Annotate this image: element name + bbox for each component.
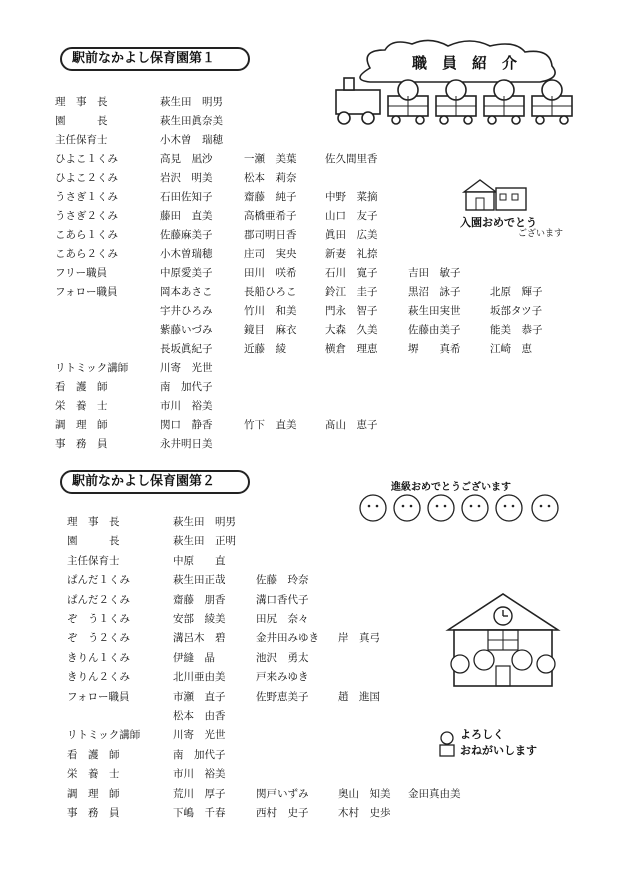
promotion-message: 進級おめでとうございます <box>391 482 511 493</box>
staff-name: 横倉 理恵 <box>325 343 378 355</box>
staff-role: フォロー職員 <box>55 286 118 298</box>
staff-name: 萩生田 明男 <box>160 96 223 108</box>
staff-role: 理 事 長 <box>67 516 120 528</box>
staff-name: 郡司明日香 <box>244 229 297 241</box>
staff-name: 溝呂木 碧 <box>173 632 226 645</box>
staff-row <box>0 378 634 396</box>
staff-row <box>0 397 634 415</box>
staff-role: フリー職員 <box>55 267 108 279</box>
staff-name: 宇井ひろみ <box>160 305 213 317</box>
yoroshiku-illustration <box>436 724 576 764</box>
staff-name: 関口 静香 <box>160 419 213 431</box>
staff-name: 高橋亜希子 <box>244 210 297 222</box>
staff-row <box>0 283 634 301</box>
staff-name: 奥山 知美 <box>338 787 391 800</box>
staff-name: 吉田 敏子 <box>408 267 461 279</box>
staff-name: 萩生田 明男 <box>173 516 236 528</box>
staff-name: 萩生田 正明 <box>173 535 236 548</box>
staff-name: 安部 綾美 <box>173 613 226 625</box>
staff-name: 金井田みゆき <box>256 632 319 645</box>
staff-name: 北川亜由美 <box>173 671 226 684</box>
staff-name: 石田佐知子 <box>160 191 213 203</box>
staff-name: 長坂眞紀子 <box>160 343 213 355</box>
staff-row <box>0 359 634 377</box>
staff-role: リトミック講師 <box>67 729 141 742</box>
staff-row <box>0 804 634 822</box>
staff-role: ぞ う２くみ <box>67 632 130 645</box>
school-clock-illustration <box>438 590 568 690</box>
staff-role: 栄 養 士 <box>67 768 120 781</box>
school-building-icon <box>460 178 530 212</box>
promotion-illustration <box>355 468 575 526</box>
staff-role: こあら２くみ <box>55 248 118 260</box>
staff-row <box>0 571 634 589</box>
staff-name: 齋藤 純子 <box>244 191 297 203</box>
staff-role: 調 理 師 <box>55 419 108 431</box>
staff-name: 堺 真希 <box>408 343 461 355</box>
staff-row <box>0 688 634 706</box>
staff-row <box>0 150 634 168</box>
staff-name: 黒沼 詠子 <box>408 286 461 298</box>
staff-name: 西村 史子 <box>256 807 309 819</box>
staff-name: 下嶋 千春 <box>173 807 226 819</box>
staff-name: 近藤 綾 <box>244 343 286 355</box>
staff-name: 一瀬 美葉 <box>244 153 297 165</box>
staff-role: ぱんだ２くみ <box>67 593 130 606</box>
staff-name: 鈴江 圭子 <box>325 286 378 298</box>
staff-name: 木村 史歩 <box>338 807 391 819</box>
staff-name: 竹下 直美 <box>244 419 297 431</box>
staff-row <box>0 302 634 320</box>
staff-name: 趙 進国 <box>338 690 380 703</box>
staff-name: 市瀬 直子 <box>173 690 226 703</box>
staff-name: 坂部タツ子 <box>490 305 543 317</box>
staff-name: 永井明日美 <box>160 438 213 450</box>
yoroshiku-line2: おねがいします <box>460 744 537 757</box>
welcome-line1: 入園おめでとう <box>460 216 537 229</box>
staff-row <box>0 435 634 453</box>
staff-name: 荒川 厚子 <box>173 787 226 800</box>
person-icon <box>436 730 458 758</box>
staff-name: 佐藤麻美子 <box>160 229 213 241</box>
staff-name: 髙山 恵子 <box>325 419 378 431</box>
staff-name: 岸 真弓 <box>338 632 380 645</box>
train-illustration <box>330 38 588 128</box>
staff-name: 松本 由香 <box>173 710 226 722</box>
staff-name: 庄司 実央 <box>244 248 297 260</box>
staff-row <box>0 131 634 149</box>
staff-name: 中原 直 <box>173 554 226 567</box>
section2-title: 駅前なかよし保育園第２ <box>60 470 250 494</box>
staff-name: 大森 久美 <box>325 324 378 336</box>
staff-name: 長船ひろこ <box>244 286 297 298</box>
staff-name: 南 加代子 <box>160 381 213 393</box>
staff-name: 伊縫 晶 <box>173 651 215 664</box>
staff-name: 市川 裕美 <box>173 768 226 781</box>
staff-role: 事 務 員 <box>55 438 108 450</box>
welcome-illustration <box>460 178 590 240</box>
staff-row <box>0 245 634 263</box>
staff-role: 看 護 師 <box>55 381 108 393</box>
staff-name: 萩生田眞奈美 <box>160 115 223 127</box>
animal-faces-icon <box>355 490 575 526</box>
staff-role: うさぎ１くみ <box>55 191 118 203</box>
staff-name: 齋藤 朋香 <box>173 593 226 606</box>
staff-row <box>0 416 634 434</box>
staff-name: 川寄 光世 <box>160 362 213 374</box>
staff-name: 関戸いずみ <box>256 787 309 800</box>
staff-row <box>0 264 634 282</box>
staff-name: 佐野恵美子 <box>256 690 309 703</box>
staff-name: 中野 菜摘 <box>325 191 378 203</box>
staff-role: ひよこ１くみ <box>55 153 118 165</box>
staff-role: 主任保育士 <box>67 554 120 567</box>
staff-name: 岡本あさこ <box>160 286 213 298</box>
staff-role: こあら１くみ <box>55 229 118 241</box>
staff-row <box>0 340 634 358</box>
staff-name: 小木曽 瑞穂 <box>160 134 223 146</box>
staff-role: 園 長 <box>67 535 120 548</box>
staff-role: うさぎ２くみ <box>55 210 118 222</box>
staff-role: きりん１くみ <box>67 651 130 664</box>
staff-row <box>0 707 634 725</box>
staff-role: 看 護 師 <box>67 748 120 761</box>
staff-name: 門永 智子 <box>325 305 378 317</box>
staff-role: 理 事 長 <box>55 96 108 108</box>
staff-name: 鏡目 麻衣 <box>244 324 297 336</box>
staff-name: 溝口香代子 <box>256 593 309 606</box>
staff-name: 能美 恭子 <box>490 324 543 336</box>
staff-name: 中原愛美子 <box>160 267 213 279</box>
staff-role: きりん２くみ <box>67 671 130 684</box>
staff-name: 戸来みゆき <box>256 671 309 684</box>
staff-name: 佐久間里香 <box>325 153 378 165</box>
staff-role: ひよこ２くみ <box>55 172 118 184</box>
staff-name: 岩沢 明美 <box>160 172 213 184</box>
staff-row <box>0 321 634 339</box>
staff-role: フォロー職員 <box>67 690 130 703</box>
staff-name: 市川 裕美 <box>160 400 213 412</box>
staff-name: 小木曽瑞穂 <box>160 248 213 260</box>
staff-row <box>0 765 634 783</box>
staff-name: 川寄 光世 <box>173 729 226 742</box>
staff-name: 田川 咲希 <box>244 267 297 279</box>
staff-role: 調 理 師 <box>67 787 120 800</box>
staff-name: 金田真由美 <box>408 787 461 800</box>
staff-role: 園 長 <box>55 115 108 127</box>
staff-name: 江崎 恵 <box>490 343 532 355</box>
staff-name: 高見 凪沙 <box>160 153 213 165</box>
staff-role: ぱんだ１くみ <box>67 574 130 587</box>
staff-intro-heading: 職 員 紹 介 <box>412 54 518 72</box>
school-clock-icon <box>438 590 568 690</box>
staff-name: 佐藤 玲奈 <box>256 574 309 587</box>
staff-name: 南 加代子 <box>173 748 226 761</box>
staff-name: 眞田 広美 <box>325 229 378 241</box>
welcome-line2: ございます <box>518 229 564 239</box>
staff-name: 竹川 和美 <box>244 305 297 317</box>
staff-row <box>0 552 634 570</box>
staff-row <box>0 532 634 550</box>
staff-name: 山口 友子 <box>325 210 378 222</box>
staff-name: 藤田 直美 <box>160 210 213 222</box>
staff-name: 松本 莉奈 <box>244 172 297 184</box>
staff-name: 佐藤由美子 <box>408 324 461 336</box>
staff-row <box>0 785 634 803</box>
staff-name: 萩生田実世 <box>408 305 461 317</box>
yoroshiku-line1: よろしく <box>460 728 504 741</box>
section1-title: 駅前なかよし保育園第１ <box>60 47 250 71</box>
staff-role: 栄 養 士 <box>55 400 108 412</box>
staff-name: 萩生田正哉 <box>173 574 226 587</box>
staff-name: 池沢 勇太 <box>256 651 309 664</box>
staff-name: 石川 寛子 <box>325 267 378 279</box>
staff-role: 主任保育士 <box>55 134 108 146</box>
staff-role: リトミック講師 <box>55 362 129 374</box>
staff-name: 紫藤いづみ <box>160 324 213 336</box>
staff-name: 北原 輝子 <box>490 286 543 298</box>
staff-name: 新妻 礼捺 <box>325 248 378 260</box>
staff-role: ぞ う１くみ <box>67 613 130 625</box>
staff-role: 事 務 員 <box>67 807 120 819</box>
staff-name: 田尻 奈々 <box>256 613 309 625</box>
